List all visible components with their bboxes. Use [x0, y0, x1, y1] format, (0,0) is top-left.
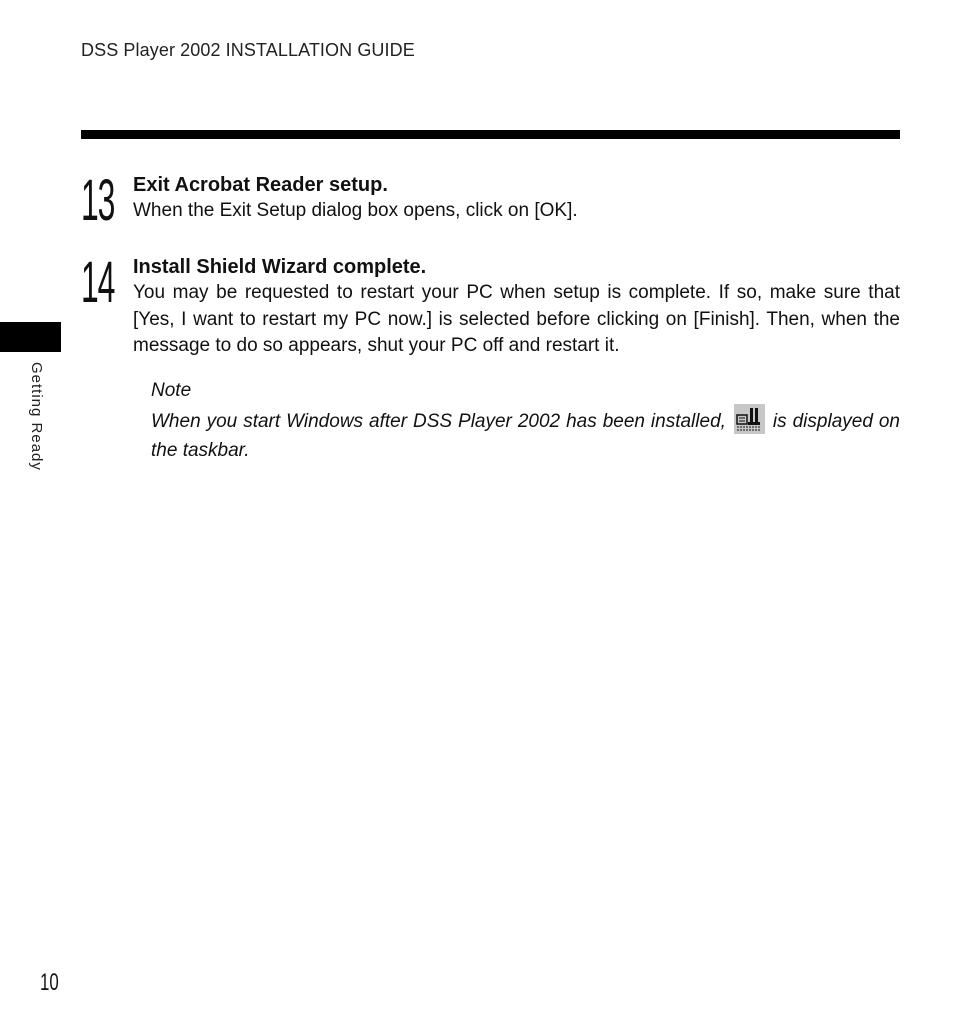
note-text — [151, 404, 900, 465]
page-number: 10 — [40, 969, 59, 996]
section-tab-marker — [0, 322, 61, 352]
step-body — [133, 172, 900, 225]
section-tab-label — [28, 362, 62, 562]
step-text: When the Exit Setup dialog box opens, click on [OK]. — [133, 200, 578, 221]
note-box — [151, 378, 900, 465]
step-title: Install Shield Wizard complete. — [133, 256, 427, 278]
step-13 — [81, 168, 900, 233]
running-header: DSS Player 2002 INSTALLATION GUIDE — [81, 40, 415, 60]
note-text-before: When you start Windows after DSS Player 2002 has been installed, — [151, 411, 726, 432]
note-label: Note — [151, 380, 192, 401]
step-number: 13 — [81, 168, 115, 233]
step-body — [133, 254, 900, 360]
header-rule — [81, 130, 900, 139]
note-text-after: is displayed on the taskbar. — [151, 411, 900, 461]
step-14 — [81, 250, 900, 364]
section-tab-label-text: Getting Ready — [28, 362, 45, 471]
step-text: You may be requested to restart your PC when setup is complete. If so, make sure that [Yes, I want to restart my PC now.] is selected before clicking on [Finish]. Then, when the message to do so appears, shut your PC off and restart it. — [133, 282, 900, 356]
step-number: 14 — [81, 250, 115, 315]
step-title: Exit Acrobat Reader setup. — [133, 174, 388, 196]
dss-player-tray-icon — [734, 404, 765, 434]
